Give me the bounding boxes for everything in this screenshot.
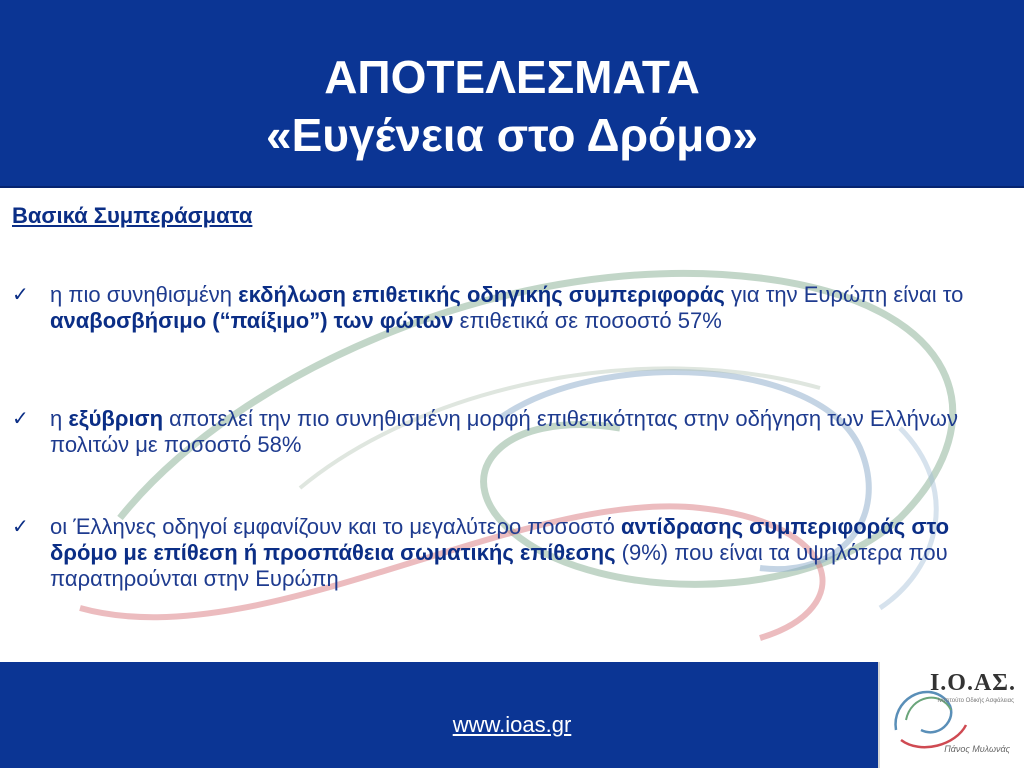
- slide-subtitle: «Ευγένεια στο Δρόμο»: [266, 109, 758, 161]
- section-heading: Βασικά Συμπεράσματα: [12, 203, 253, 228]
- bullet-text: [50, 282, 1000, 334]
- bullet-text-part: αποτελεί την πιο συνηθισμένη μορφή επιθετικότητας στην οδήγηση των Ελλήνων πολιτών με ποσοστό 58%: [50, 406, 958, 457]
- title-bar: [0, 0, 1024, 188]
- bullet-text-part: επιθετικά σε ποσοστό 57%: [453, 308, 722, 333]
- checkmark-icon: ✓: [12, 408, 29, 430]
- footer-bar: [0, 662, 1024, 768]
- bullet-text-part: η: [50, 406, 69, 431]
- bullet-bold-part: αναβοσβήσιμο (“παίξιμο”) των φώτων: [50, 308, 454, 333]
- bullet-bold-part: εκδήλωση επιθετικής οδηγικής συμπεριφοράς: [238, 282, 725, 307]
- slide-title: ΑΠΟΤΕΛΕΣΜΑΤΑ: [324, 51, 700, 103]
- bullet-text-part: για την Ευρώπη είναι το: [724, 282, 964, 307]
- checkmark-icon: ✓: [12, 516, 29, 538]
- bullet-text: [50, 406, 1000, 458]
- content-area: [0, 188, 1024, 662]
- bullet-text-part: η πιο συνηθισμένη: [50, 282, 239, 307]
- logo-title: Ι.Ο.ΑΣ.: [929, 670, 1016, 696]
- website-link[interactable]: www.ioas.gr: [452, 712, 572, 737]
- logo-subtitle: Ινστιτούτο Οδικής Ασφάλειας: [937, 698, 1014, 704]
- bullet-bold-part: αντίδρασης συμπεριφοράς στο δρόμο με επίθεση ή προσπάθεια σωματικής επίθεσης: [50, 514, 950, 565]
- ioas-logo: [878, 662, 1024, 768]
- bullet-text-part: (9%) που είναι τα υψηλότερα που παρατηρούνται στην Ευρώπη: [50, 540, 948, 591]
- bullet-text-part: οι Έλληνες οδηγοί εμφανίζουν και το μεγαλύτερο ποσοστό: [50, 514, 621, 539]
- bullet-text: [50, 514, 1000, 592]
- checkmark-icon: ✓: [12, 284, 29, 306]
- logo-signature: Πάνος Μυλωνάς: [944, 744, 1010, 754]
- bullet-bold-part: εξύβριση: [68, 406, 164, 431]
